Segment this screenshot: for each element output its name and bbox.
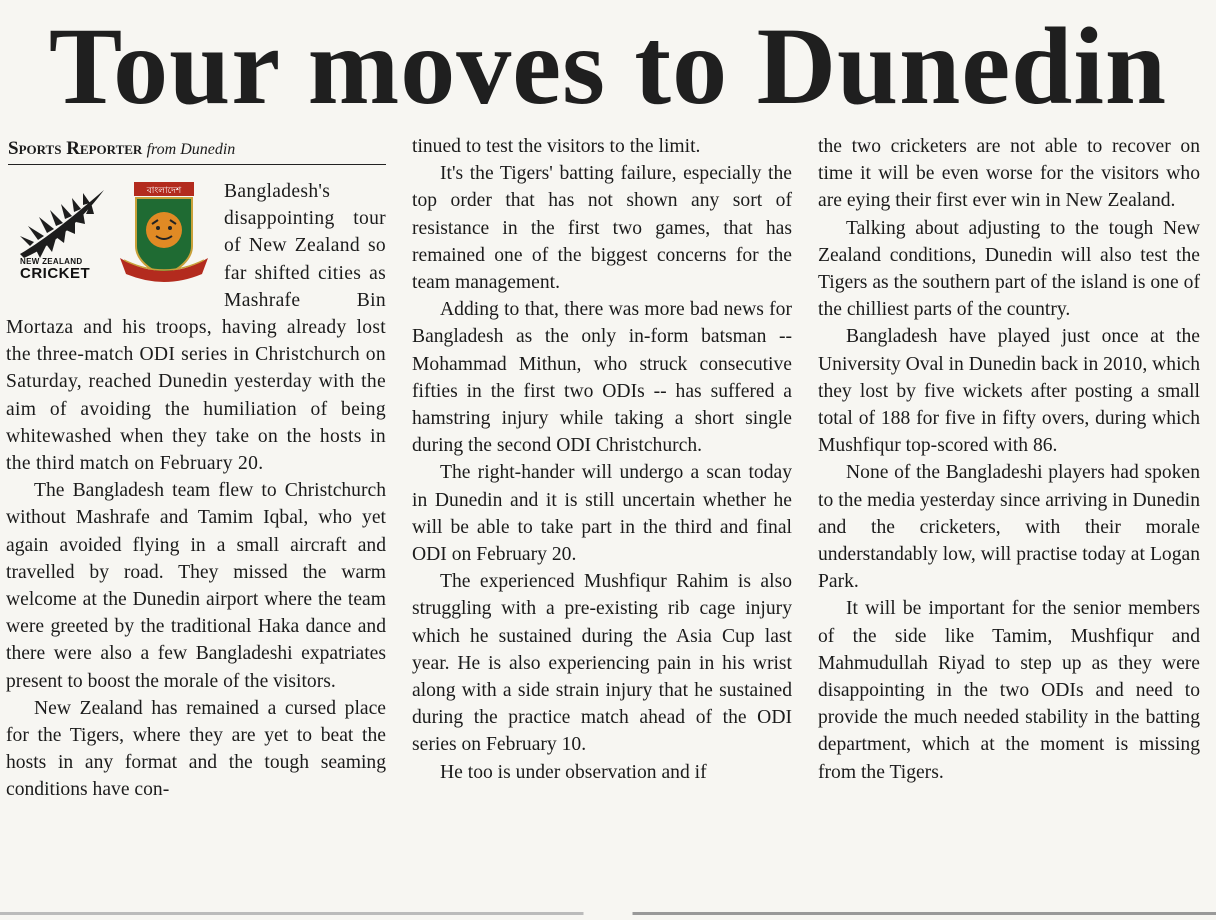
paragraph: Talking about adjusting to the tough New Zealand conditions, Dunedin will also test the Tigers as the southern part of the island is one of the chilliest parts of the country. [818, 217, 1200, 321]
headline: Tour moves to Dunedin [48, 5, 1168, 127]
nz-cricket-big-text: CRICKET [20, 265, 91, 282]
article-column-1 [6, 178, 386, 804]
paragraph: New Zealand has remained a cursed place for the Tigers, where they are yet to beat the hosts in any format and the tough seaming conditions have con- [6, 697, 386, 801]
paragraph: The Bangladesh team flew to Christchurch without Mashrafe and Tamim Iqbal, who yet again avoided flying in a small aircraft and travelled by road. They missed the warm welcome at the Dunedin airport where the team were greeted by the traditional Haka dance and there were also a few Bangladeshi expatriates present to boost the morale of the visitors. [6, 480, 386, 692]
nz-cricket-small-text: NEW ZEALAND [20, 257, 83, 266]
article-column-2 [412, 133, 792, 786]
paragraph: He too is under observation and if [440, 761, 707, 783]
byline [8, 138, 386, 165]
paragraph: tinued to test the visitors to the limit. [412, 136, 701, 157]
bcb-top-text: বাংলাদেশ [146, 186, 182, 196]
paragraph: Adding to that, there was more bad news for Bangladesh as the only in-form batsman -- Mohammad Mithun, who struck consecutive fifties in the first two ODIs -- has suffered a hamstring injury while taking a short single during the second ODI Christchurch. [412, 299, 792, 457]
bangladesh-cricket-board-logo [114, 180, 214, 288]
paragraph: Bangladesh have played just once at the University Oval in Dunedin back in 2010, which they lost by five wickets after posting a small total of 188 for five in fifty overs, during which Mushfiqur top-scored with 86. [818, 326, 1201, 457]
paragraph: The experienced Mushfiqur Rahim is also struggling with a pre-existing rib cage injury which he sustained during the Asia Cup last year. He is also experiencing pain in his wrist along with a side strain injury that he sustained during the practice match ahead of the ODI series on February 10. [412, 571, 792, 756]
paragraph: the two cricketers are not able to recover on time it will be even worse for the visitors who are eying their first ever win in New Zealand. [818, 136, 1200, 212]
byline-location: from Dunedin [146, 141, 236, 158]
paragraph: None of the Bangladeshi players had spoken to the media yesterday since arriving in Dunedin and the cricketers, with their morale understandably low, will practise today at Logan Park. [818, 462, 1200, 593]
paragraph: It's the Tigers' batting failure, especially the top order that has not shown any sort of resistance in the first two games, that has remained one of the biggest concerns for the team management. [412, 163, 792, 294]
logo-group [6, 180, 220, 292]
paragraph: It will be important for the senior members of the side like Tamim, Mushfiqur and Mahmudullah Riyad to step up as they were disappointing in the two ODIs and need to provide the much needed stability in the batting department, which at the moment is missing from the Tigers. [818, 598, 1200, 783]
byline-reporter: Sports Reporter [8, 138, 143, 159]
nz-cricket-wordmark [20, 258, 98, 281]
paragraph: Bangladesh's disappointing tour of New Zealand so far shifted cities as Mashrafe Bin Mortaza and his troops, having already lost the three-match ODI series in Christchurch on Saturday, reached Dunedin yesterday with the aim of avoiding the humiliation of being whitewashed when they take on the hosts in the third match on February 20. [6, 181, 386, 475]
bottom-divider [0, 912, 1216, 915]
article-column-3 [818, 133, 1200, 786]
paragraph: The right-hander will undergo a scan today in Dunedin and it is still uncertain whether he will be able to take part in the third and final ODI on February 20. [412, 462, 792, 566]
